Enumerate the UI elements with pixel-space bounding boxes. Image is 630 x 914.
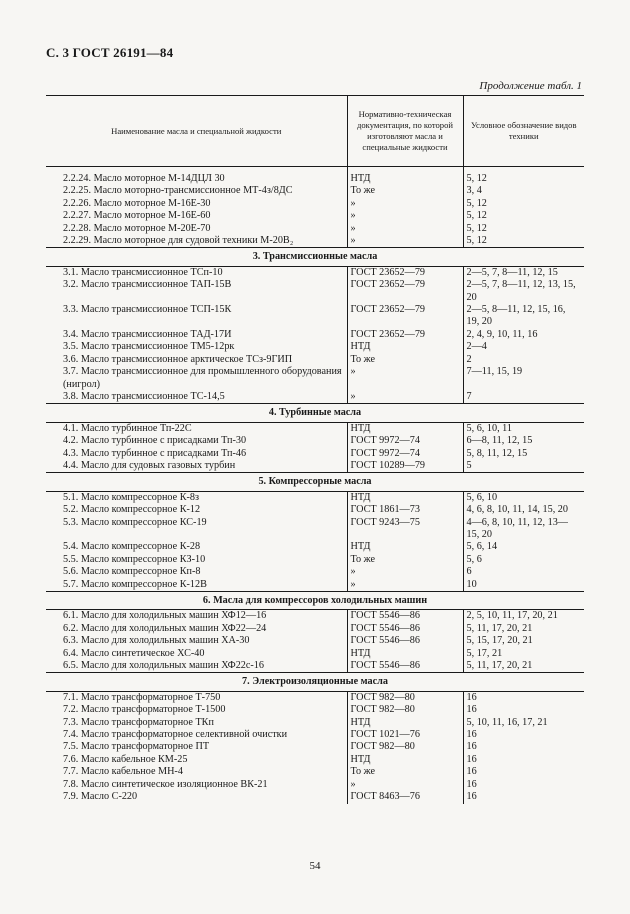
column-header-name: Наименование масла и специальной жидкости bbox=[46, 96, 347, 167]
name-cell: 3.6. Масло трансмиссионное арктическое ТСз-9ГИП bbox=[63, 353, 293, 365]
table-row bbox=[46, 366, 584, 391]
table-header bbox=[46, 96, 584, 167]
usage-cell: 4, 6, 8, 10, 11, 14, 15, 20 bbox=[463, 504, 584, 516]
name-cell: 6.5. Масло для холодильных машин ХФ22с-16 bbox=[63, 660, 264, 672]
document-cell: » bbox=[347, 223, 463, 235]
table-row bbox=[46, 223, 584, 235]
name-cell: 4.3. Масло турбинное с присадками Тп-46 bbox=[63, 447, 247, 459]
name-cell: 2.2.27. Масло моторное М-16Е-60 bbox=[63, 210, 211, 222]
document-cell: ГОСТ 9972—74 bbox=[347, 435, 463, 447]
name-cell: 7.5. Масло трансформаторное ПТ bbox=[63, 741, 210, 753]
document-cell: НТД bbox=[347, 754, 463, 766]
table-row bbox=[46, 791, 584, 803]
usage-cell: 16 bbox=[463, 741, 584, 753]
usage-cell: 16 bbox=[463, 754, 584, 766]
document-cell: НТД bbox=[347, 422, 463, 435]
usage-cell: 5, 11, 17, 20, 21 bbox=[463, 660, 584, 673]
usage-cell: 7—11, 15, 19 bbox=[463, 366, 584, 391]
usage-cell: 7 bbox=[463, 391, 584, 404]
table-row bbox=[46, 579, 584, 592]
name-cell: 4.1. Масло турбинное Тп-22С bbox=[63, 422, 192, 434]
document-cell: ГОСТ 1861—73 bbox=[347, 504, 463, 516]
name-cell: 3.2. Масло трансмиссионное ТАП-15В bbox=[63, 279, 232, 291]
page-header: С. 3 ГОСТ 26191—84 bbox=[46, 45, 174, 60]
document-cell: НТД bbox=[347, 341, 463, 353]
section-title: 4. Турбинные масла bbox=[46, 404, 584, 422]
table-row bbox=[46, 235, 584, 248]
usage-cell: 5, 6, 10 bbox=[463, 491, 584, 504]
name-cell: 3.4. Масло трансмиссионное ТАД-17И bbox=[63, 328, 232, 340]
name-cell: 3.7. Масло трансмиссионное для промышленного оборудования (нигрол) bbox=[63, 366, 342, 390]
table-row bbox=[46, 691, 584, 704]
table-row bbox=[46, 766, 584, 778]
document-cell: ГОСТ 5546—86 bbox=[347, 610, 463, 623]
table-row bbox=[46, 435, 584, 447]
document-cell: НТД bbox=[347, 717, 463, 729]
usage-cell: 10 bbox=[463, 579, 584, 592]
table-row bbox=[46, 741, 584, 753]
column-header-usage: Условное обозначение видов техники bbox=[463, 96, 584, 167]
usage-cell: 6—8, 11, 12, 15 bbox=[463, 435, 584, 447]
document-cell: ГОСТ 23652—79 bbox=[347, 266, 463, 279]
table-body bbox=[46, 167, 584, 804]
name-cell: 7.8. Масло синтетическое изоляционное ВК-21 bbox=[63, 778, 268, 790]
name-cell: 4.2. Масло турбинное с присадками Тп-30 bbox=[63, 435, 247, 447]
table-row bbox=[46, 754, 584, 766]
document-cell: НТД bbox=[347, 491, 463, 504]
table-row bbox=[46, 648, 584, 660]
usage-cell: 5, 8, 11, 12, 15 bbox=[463, 448, 584, 460]
document-cell: ГОСТ 23652—79 bbox=[347, 304, 463, 329]
table-row bbox=[46, 704, 584, 716]
section-row bbox=[46, 673, 584, 691]
table-row bbox=[46, 354, 584, 366]
usage-cell: 2, 5, 10, 11, 17, 20, 21 bbox=[463, 610, 584, 623]
usage-cell: 5, 12 bbox=[463, 210, 584, 222]
section-title: 7. Электроизоляционные масла bbox=[46, 673, 584, 691]
usage-cell: 5, 6, 10, 11 bbox=[463, 422, 584, 435]
usage-cell: 5 bbox=[463, 460, 584, 473]
table-row bbox=[46, 185, 584, 197]
usage-cell: 16 bbox=[463, 766, 584, 778]
name-cell: 3.1. Масло трансмиссионное ТСп-10 bbox=[63, 266, 223, 278]
name-cell: 7.1. Масло трансформаторное Т-750 bbox=[63, 691, 221, 703]
section-title: 6. Масла для компрессоров холодильных машин bbox=[46, 592, 584, 610]
name-cell: 6.2. Масло для холодильных машин ХФ22—24 bbox=[63, 622, 267, 634]
document-cell: » bbox=[347, 366, 463, 391]
oils-table bbox=[46, 95, 584, 804]
usage-cell: 5, 12 bbox=[463, 235, 584, 248]
table-row bbox=[46, 779, 584, 791]
table-row bbox=[46, 566, 584, 578]
table-continuation-label: Продолжение табл. 1 bbox=[479, 80, 582, 92]
usage-cell: 5, 12 bbox=[463, 223, 584, 235]
document-cell: ГОСТ 5546—86 bbox=[347, 623, 463, 635]
section-row bbox=[46, 592, 584, 610]
document-cell: То же bbox=[347, 185, 463, 197]
name-cell: 7.9. Масло С-220 bbox=[63, 791, 138, 803]
document-cell: ГОСТ 982—80 bbox=[347, 704, 463, 716]
page-number: 54 bbox=[309, 860, 321, 872]
usage-cell: 16 bbox=[463, 691, 584, 704]
table-row bbox=[46, 729, 584, 741]
usage-cell: 2 bbox=[463, 354, 584, 366]
document-cell: ГОСТ 9972—74 bbox=[347, 448, 463, 460]
table-row bbox=[46, 541, 584, 553]
usage-cell: 5, 12 bbox=[463, 198, 584, 210]
document-cell: ГОСТ 5546—86 bbox=[347, 635, 463, 647]
table-row bbox=[46, 517, 584, 542]
name-cell: 3.3. Масло трансмиссионное ТСП-15К bbox=[63, 304, 232, 316]
name-cell: 2.2.25. Масло моторно-трансмиссионное МТ-4з/8ДС bbox=[63, 185, 293, 197]
usage-cell: 5, 6, 14 bbox=[463, 541, 584, 553]
document-cell: ГОСТ 982—80 bbox=[347, 741, 463, 753]
name-cell: 5.6. Масло компрессорное Кп-8 bbox=[63, 566, 201, 578]
table-row bbox=[46, 660, 584, 673]
document-cell: То же bbox=[347, 354, 463, 366]
name-cell: 5.2. Масло компрессорное К-12 bbox=[63, 504, 201, 516]
usage-cell: 2, 4, 9, 10, 11, 16 bbox=[463, 329, 584, 341]
name-cell: 7.4. Масло трансформаторное селективной очистки bbox=[63, 729, 288, 741]
document-cell: ГОСТ 982—80 bbox=[347, 691, 463, 704]
section-row bbox=[46, 473, 584, 491]
document-cell: » bbox=[347, 391, 463, 404]
table-row bbox=[46, 635, 584, 647]
usage-cell: 6 bbox=[463, 566, 584, 578]
table-row bbox=[46, 266, 584, 279]
document-cell: НТД bbox=[347, 541, 463, 553]
name-cell: 6.3. Масло для холодильных машин ХА-30 bbox=[63, 635, 250, 647]
document-cell: НТД bbox=[347, 167, 463, 186]
document-cell: ГОСТ 10289—79 bbox=[347, 460, 463, 473]
document-cell: ГОСТ 8463—76 bbox=[347, 791, 463, 803]
section-row bbox=[46, 404, 584, 422]
table-row bbox=[46, 210, 584, 222]
document-cell: ГОСТ 23652—79 bbox=[347, 329, 463, 341]
usage-cell: 5, 15, 17, 20, 21 bbox=[463, 635, 584, 647]
usage-cell: 2—4 bbox=[463, 341, 584, 353]
usage-cell: 4—6, 8, 10, 11, 12, 13—15, 20 bbox=[463, 517, 584, 542]
name-cell: 2.2.29. Масло моторное для судовой техники М-20В₂ bbox=[63, 235, 294, 247]
table-row bbox=[46, 341, 584, 353]
table-row bbox=[46, 504, 584, 516]
table-row bbox=[46, 329, 584, 341]
name-cell: 4.4. Масло для судовых газовых турбин bbox=[63, 459, 236, 471]
name-cell: 7.7. Масло кабельное МН-4 bbox=[63, 766, 183, 778]
name-cell: 5.3. Масло компрессорное КС-19 bbox=[63, 516, 207, 528]
table-row bbox=[46, 623, 584, 635]
document-cell: НТД bbox=[347, 648, 463, 660]
name-cell: 2.2.28. Масло моторное М-20Е-70 bbox=[63, 222, 211, 234]
document-cell: » bbox=[347, 235, 463, 248]
usage-cell: 5, 17, 21 bbox=[463, 648, 584, 660]
table-row bbox=[46, 167, 584, 186]
name-cell: 6.1. Масло для холодильных машин ХФ12—16 bbox=[63, 610, 267, 622]
document-cell: » bbox=[347, 566, 463, 578]
table-row bbox=[46, 391, 584, 404]
usage-cell: 2—5, 8—11, 12, 15, 16, 19, 20 bbox=[463, 304, 584, 329]
name-cell: 2.2.24. Масло моторное М-14ДЦЛ 30 bbox=[63, 173, 225, 184]
document-cell: » bbox=[347, 198, 463, 210]
usage-cell: 16 bbox=[463, 779, 584, 791]
section-title: 5. Компрессорные масла bbox=[46, 473, 584, 491]
table-row bbox=[46, 198, 584, 210]
name-cell: 5.5. Масло компрессорное КЗ-10 bbox=[63, 553, 206, 565]
usage-cell: 2—5, 7, 8—11, 12, 15 bbox=[463, 266, 584, 279]
document-cell: ГОСТ 23652—79 bbox=[347, 279, 463, 304]
name-cell: 5.1. Масло компрессорное К-8з bbox=[63, 491, 200, 503]
name-cell: 5.7. Масло компрессорное К-12В bbox=[63, 578, 207, 590]
document-cell: » bbox=[347, 779, 463, 791]
document-cell: » bbox=[347, 579, 463, 592]
column-header-document: Нормативно-техническая документация, по которой изготовляют масла и специальные жидкости bbox=[347, 96, 463, 167]
table-row bbox=[46, 460, 584, 473]
table-row bbox=[46, 448, 584, 460]
name-cell: 3.8. Масло трансмиссионное ТС-14,5 bbox=[63, 390, 225, 402]
name-cell: 3.5. Масло трансмиссионное ТМ5-12рк bbox=[63, 341, 235, 353]
name-cell: 6.4. Масло синтетическое ХС-40 bbox=[63, 647, 205, 659]
section-row bbox=[46, 248, 584, 266]
usage-cell: 3, 4 bbox=[463, 185, 584, 197]
table-row bbox=[46, 304, 584, 329]
document-cell: » bbox=[347, 210, 463, 222]
document-cell: ГОСТ 5546—86 bbox=[347, 660, 463, 673]
usage-cell: 2—5, 7, 8—11, 12, 13, 15, 20 bbox=[463, 279, 584, 304]
name-cell: 7.6. Масло кабельное КМ-25 bbox=[63, 753, 188, 765]
name-cell: 7.2. Масло трансформаторное Т-1500 bbox=[63, 704, 226, 716]
usage-cell: 5, 6 bbox=[463, 554, 584, 566]
usage-cell: 5, 10, 11, 16, 17, 21 bbox=[463, 717, 584, 729]
table-row bbox=[46, 717, 584, 729]
name-cell: 5.4. Масло компрессорное К-28 bbox=[63, 541, 201, 553]
table-row bbox=[46, 279, 584, 304]
table-row bbox=[46, 422, 584, 435]
table-row bbox=[46, 491, 584, 504]
usage-cell: 5, 11, 17, 20, 21 bbox=[463, 623, 584, 635]
document-cell: ГОСТ 9243—75 bbox=[347, 517, 463, 542]
usage-cell: 16 bbox=[463, 729, 584, 741]
table-row bbox=[46, 554, 584, 566]
section-title: 3. Трансмиссионные масла bbox=[46, 248, 584, 266]
name-cell: 7.3. Масло трансформаторное ТКп bbox=[63, 716, 214, 728]
usage-cell: 16 bbox=[463, 791, 584, 803]
document-cell: То же bbox=[347, 766, 463, 778]
usage-cell: 16 bbox=[463, 704, 584, 716]
name-cell: 2.2.26. Масло моторное М-16Е-30 bbox=[63, 197, 211, 209]
document-cell: ГОСТ 1021—76 bbox=[347, 729, 463, 741]
table-row bbox=[46, 610, 584, 623]
document-cell: То же bbox=[347, 554, 463, 566]
usage-cell: 5, 12 bbox=[463, 167, 584, 186]
